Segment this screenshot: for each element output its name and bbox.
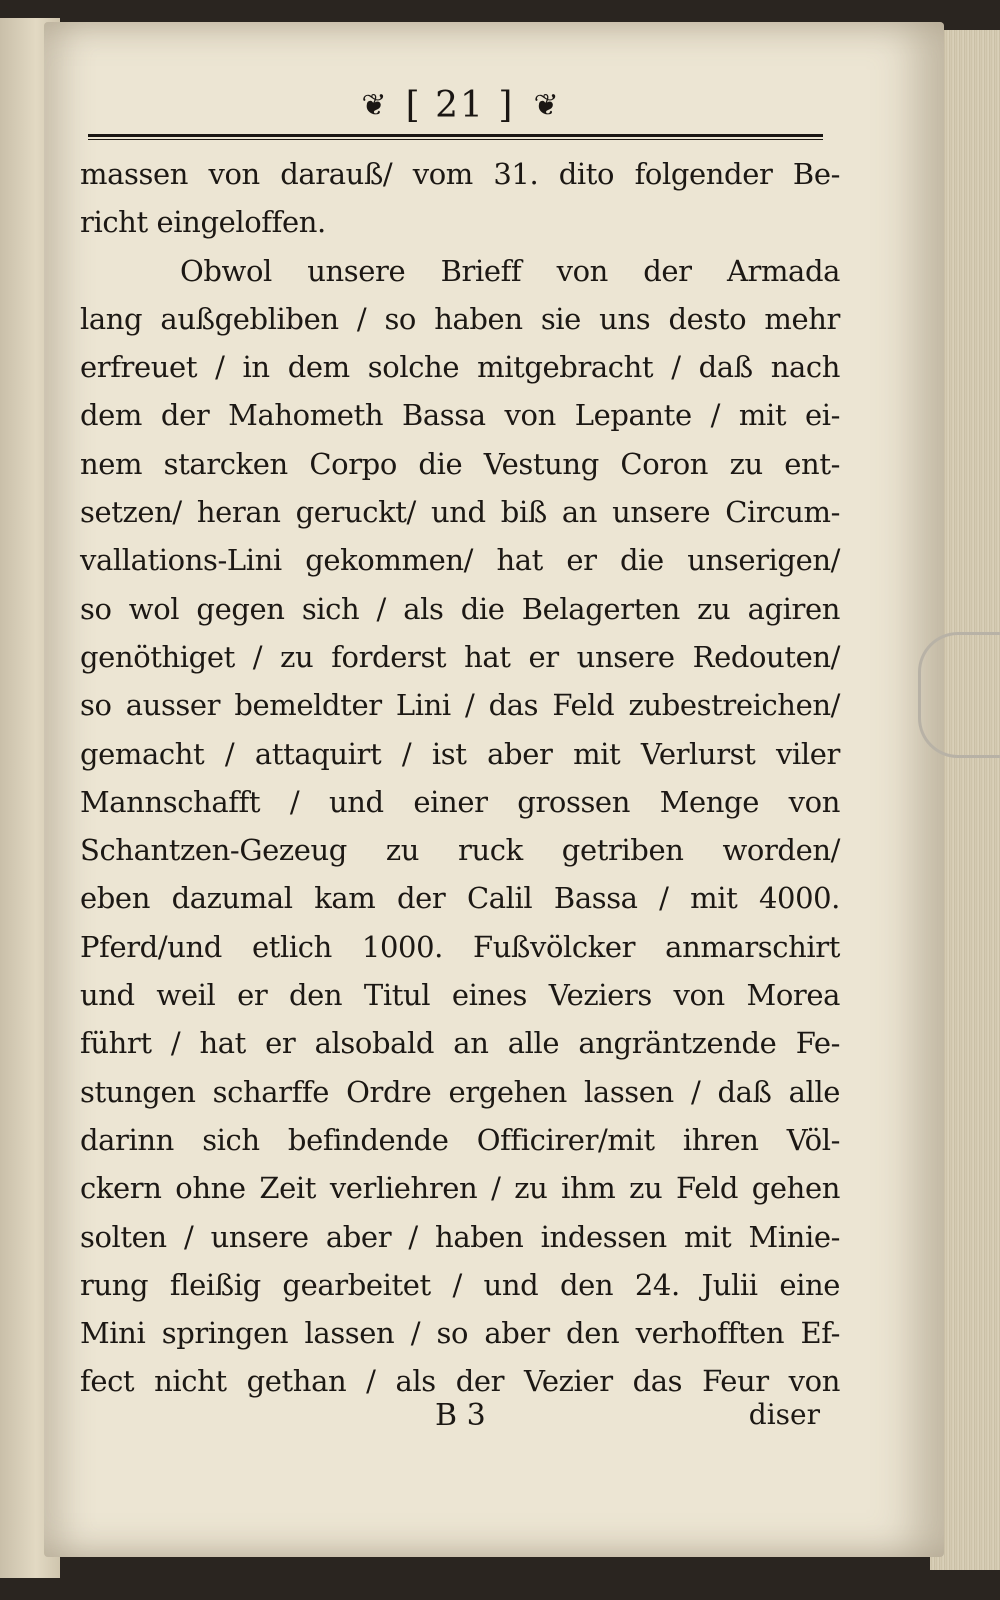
text-line: lang außgebliben / so haben sie uns desto mehr (80, 301, 840, 336)
signature-mark: B 3 (435, 1398, 486, 1433)
text-line: vallations-Lini gekommen/ hat er die unserigen/ (80, 543, 840, 578)
text-line: fect nicht gethan / als der Vezier das Feur von (80, 1364, 840, 1399)
text-line: genöthiget / zu forderst hat er unsere Redouten/ (80, 639, 840, 674)
running-header (60, 85, 860, 125)
text-line: rung fleißig gearbeitet / und den 24. Julii eine (80, 1267, 840, 1302)
ornament-left-icon: ❦ (361, 88, 387, 123)
text-line: richt eingeloffen. (80, 205, 326, 240)
page-clip (918, 632, 1000, 758)
text-line: dem der Mahometh Bassa von Lepante / mit ei- (80, 398, 840, 433)
page-footer (80, 1398, 840, 1448)
catchword: diser (748, 1398, 820, 1431)
header-rule-thin (88, 139, 823, 140)
text-line: solten / unsere aber / haben indessen mit Minie- (80, 1219, 840, 1254)
text-line: gemacht / attaquirt / ist aber mit Verlurst viler (80, 736, 840, 771)
text-line: nem starcken Corpo die Vestung Coron zu ent- (80, 446, 840, 481)
text-line: stungen scharffe Ordre ergehen lassen / daß alle (80, 1074, 840, 1109)
text-line: Pferd/und etlich 1000. Fußvölcker anmarschirt (80, 929, 840, 964)
text-line: so wol gegen sich / als die Belagerten zu agiren (80, 591, 840, 626)
text-line: Mannschafft / und einer grossen Menge von (80, 784, 840, 819)
text-line: ckern ohne Zeit verliehren / zu ihm zu Feld gehen (80, 1171, 840, 1206)
ornament-right-icon: ❦ (533, 88, 559, 123)
text-line: Obwol unsere Brieff von der Armada (180, 253, 840, 288)
text-line: darinn sich befindende Officirer/mit ihren Völ- (80, 1122, 840, 1157)
text-line: Schantzen-Gezeug zu ruck getriben worden/ (80, 833, 840, 868)
text-line: massen von darauß/ vom 31. dito folgender Be- (80, 157, 840, 191)
text-line: eben dazumal kam der Calil Bassa / mit 4000. (80, 881, 840, 916)
text-line: erfreuet / in dem solche mitgebracht / daß nach (80, 350, 840, 385)
body-text (80, 150, 840, 1406)
header-rule (88, 134, 823, 137)
text-line: Mini springen lassen / so aber den verhofften Ef- (80, 1316, 840, 1351)
text-line: führt / hat er alsobald an alle angräntzende Fe- (80, 1026, 840, 1061)
page-number: [ 21 ] (405, 85, 515, 126)
text-line: so ausser bemeldter Lini / das Feld zubestreichen/ (80, 688, 840, 723)
text-line: und weil er den Titul eines Veziers von Morea (80, 978, 840, 1013)
text-line: setzen/ heran geruckt/ und biß an unsere Circum- (80, 495, 840, 530)
